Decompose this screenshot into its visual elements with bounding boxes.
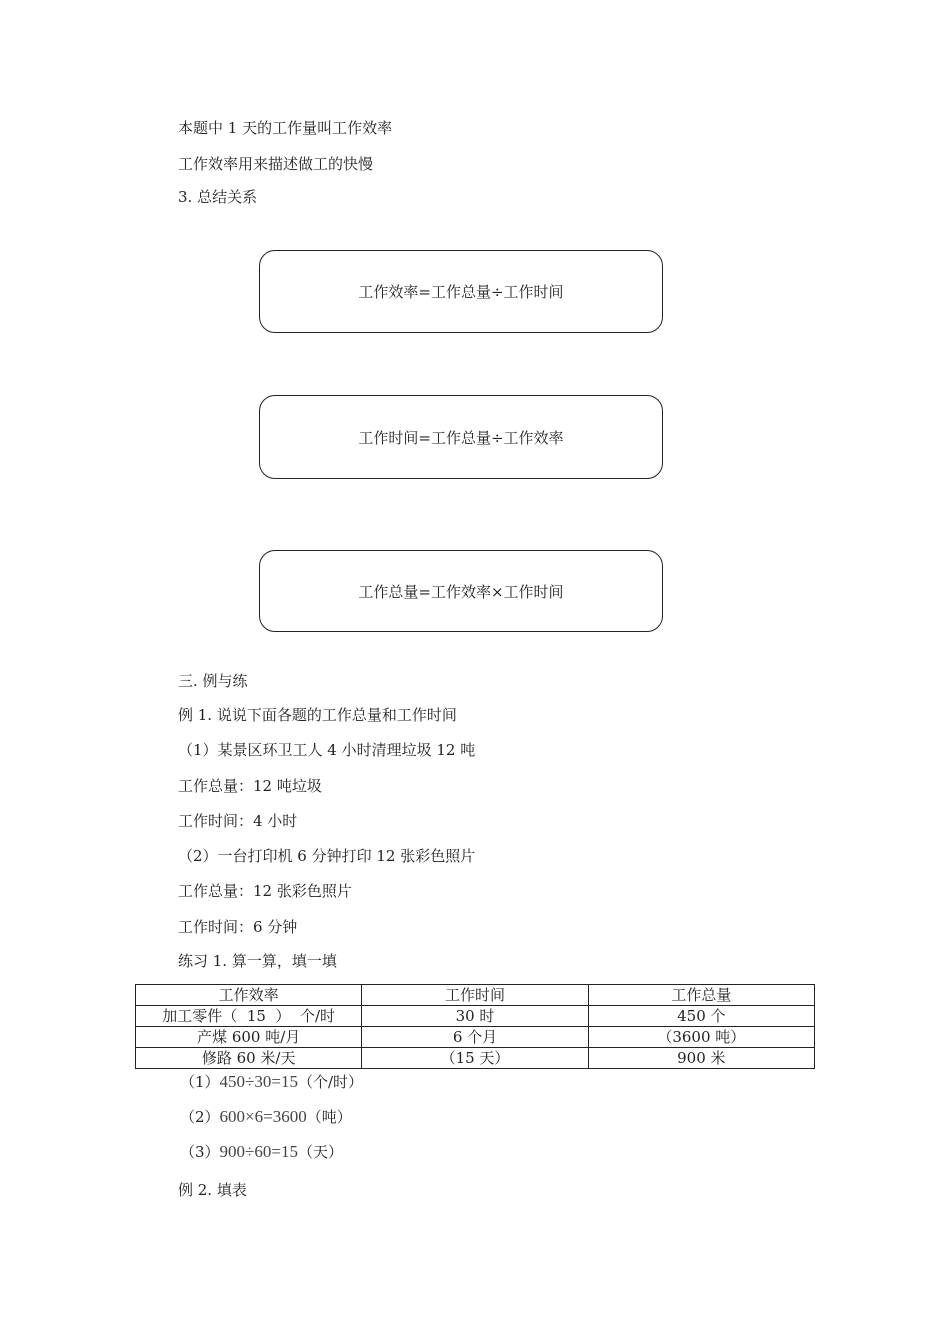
formula-text: 工作效率=工作总量÷工作时间 <box>358 283 564 301</box>
calc-label: （2） <box>180 1108 220 1126</box>
table-header: 工作效率 <box>136 985 362 1006</box>
intro-line-2: 工作效率用来描述做工的快慢 <box>178 155 374 173</box>
table-cell: 产煤 600 吨/月 <box>136 1027 362 1048</box>
calc-label: （3） <box>180 1143 220 1161</box>
question-1-total: 工作总量：12 吨垃圾 <box>178 777 322 795</box>
calc-unit: （天） <box>297 1143 343 1161</box>
table-header-row <box>136 985 815 1006</box>
table-cell: 加工零件（ 15 ） 个/时 <box>136 1006 362 1027</box>
table-header: 工作总量 <box>588 985 814 1006</box>
formula-box-efficiency <box>259 250 663 333</box>
question-1: （1）某景区环卫工人 4 小时清理垃圾 12 吨 <box>178 741 476 759</box>
table-cell: （15 天） <box>362 1048 588 1069</box>
table-cell: 6 个月 <box>362 1027 588 1048</box>
practice-1-title: 练习 1. 算一算，填一填 <box>178 952 337 970</box>
table-header: 工作时间 <box>362 985 588 1006</box>
table-cell: （3600 吨） <box>588 1027 814 1048</box>
formula-text: 工作总量=工作效率×工作时间 <box>358 582 564 601</box>
summary-heading: 3. 总结关系 <box>178 188 258 206</box>
table-cell: 450 个 <box>588 1006 814 1027</box>
calc-unit: （个/时） <box>297 1073 364 1091</box>
calc-expression: 900÷60=15 <box>219 1142 298 1161</box>
table-row <box>136 1027 815 1048</box>
example-2-title: 例 2. 填表 <box>178 1181 247 1199</box>
formula-text: 工作时间=工作总量÷工作效率 <box>358 428 564 447</box>
section-heading: 三. 例与练 <box>178 672 248 690</box>
table-cell: 900 米 <box>588 1048 814 1069</box>
calc-line-3 <box>180 1141 343 1163</box>
table-cell: 修路 60 米/天 <box>136 1048 362 1069</box>
example-1-title: 例 1. 说说下面各题的工作总量和工作时间 <box>178 706 457 724</box>
calc-line-1 <box>180 1071 363 1093</box>
calc-expression: 450÷30=15 <box>219 1072 298 1091</box>
table-row <box>136 1048 815 1069</box>
question-2: （2）一台打印机 6 分钟打印 12 张彩色照片 <box>178 847 476 865</box>
calc-expression: 600×6=3600 <box>219 1107 307 1126</box>
intro-line-1: 本题中 1 天的工作量叫工作效率 <box>178 119 393 137</box>
calc-unit: （吨） <box>306 1108 352 1126</box>
question-2-total: 工作总量：12 张彩色照片 <box>178 882 352 900</box>
question-1-time: 工作时间：4 小时 <box>178 812 298 830</box>
table-row <box>136 1006 815 1027</box>
formula-box-total <box>259 550 663 632</box>
calc-label: （1） <box>180 1073 220 1091</box>
question-2-time: 工作时间：6 分钟 <box>178 918 298 936</box>
practice-table <box>135 984 815 1069</box>
table-cell: 30 时 <box>362 1006 588 1027</box>
formula-box-time <box>259 395 663 479</box>
calc-line-2 <box>180 1106 352 1128</box>
